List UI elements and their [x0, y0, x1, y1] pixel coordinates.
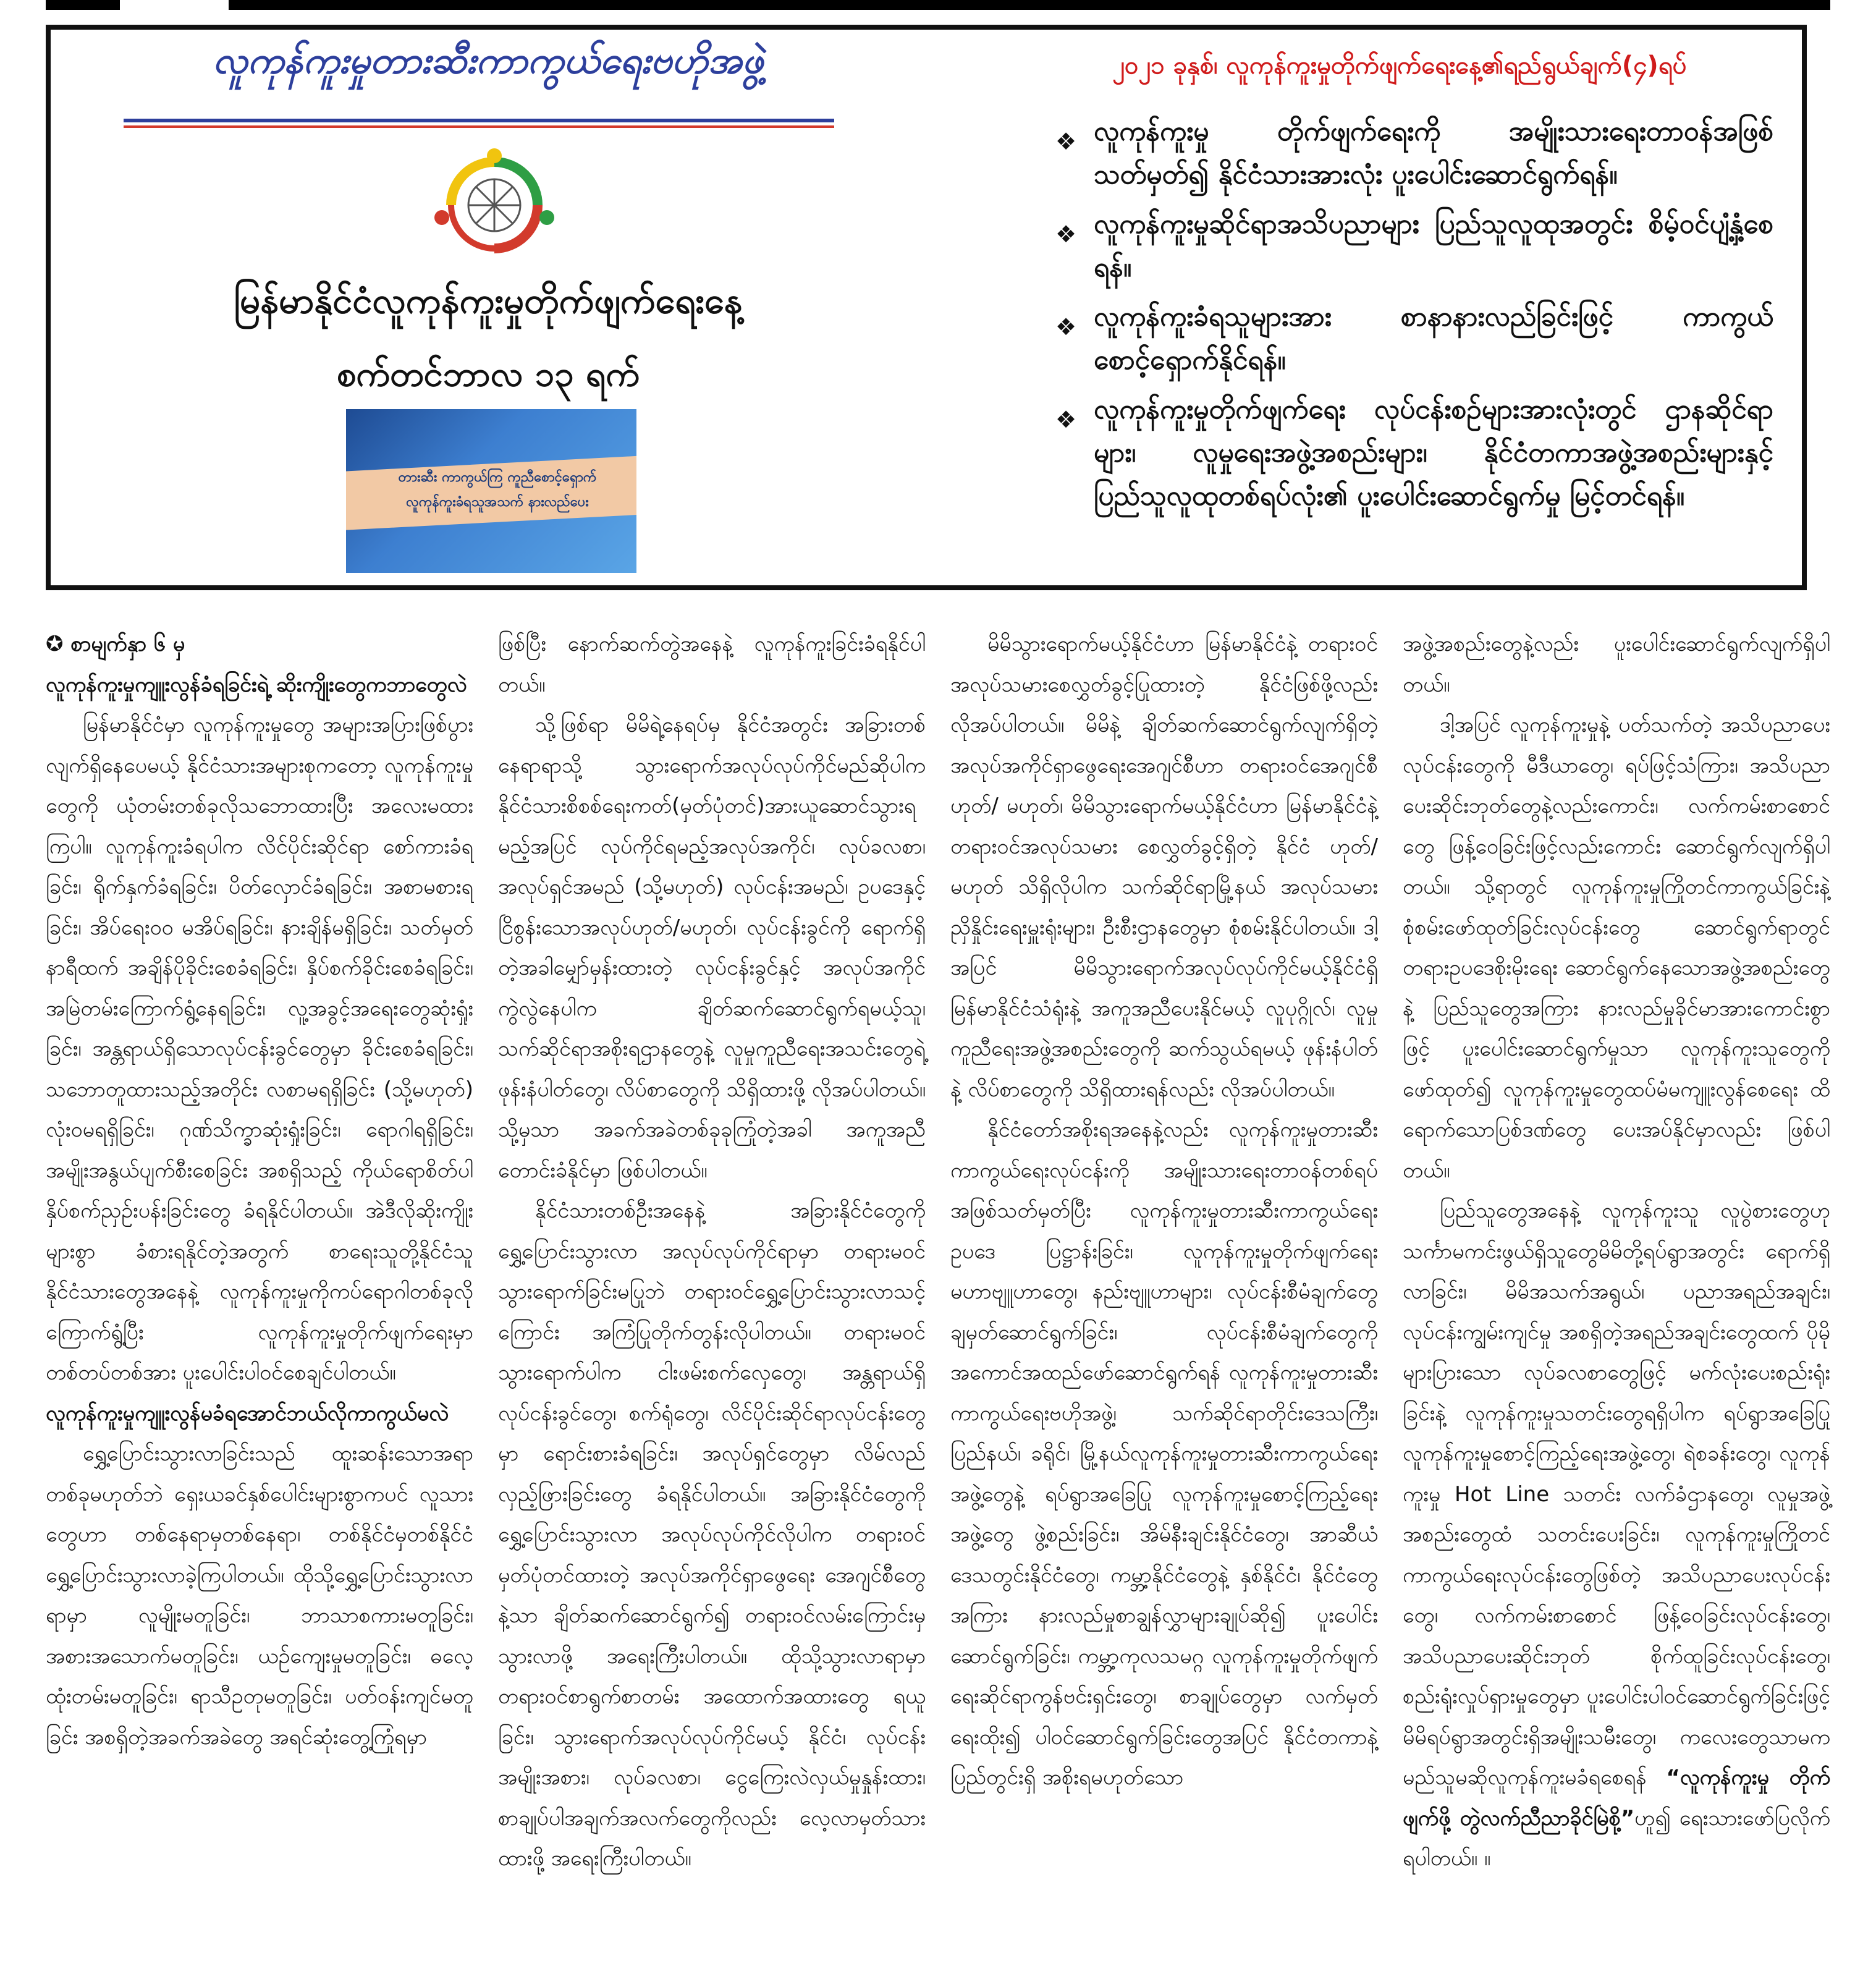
- paragraph: နိုင်ငံသားတစ်ဦးအနေနဲ့ အခြားနိုင်ငံတွေကို ရွှေ့ပြောင်းသွားလာ အလုပ်လုပ်ကိုင်ရာမှာ တရားမဝင်သွားရောက်ခြင်းမပြုဘဲ တရားဝင်ရွှေ့ပြောင်းသွားလာသင့်ကြောင်း အကြံပြုတိုက်တွန်းလိုပါတယ်။ တရားမဝင်သွားရောက်ပါက ငါးဖမ်းစက်လှေတွေ၊ အန္တရာယ်ရှိလုပ်ငန်းခွင်တွေ၊ စက်ရုံတွေ၊ လိင်ပိုင်းဆိုင်ရာလုပ်ငန်းတွေမှာ ရောင်းစားခံရခြင်း၊ အလုပ်ရှင်တွေမှာ လိမ်လည်လှည့်ဖြားခြင်းတွေ ခံရနိုင်ပါတယ်။ အခြားနိုင်ငံတွေကို ရွှေ့ပြောင်းသွားလာ အလုပ်လုပ်ကိုင်လိုပါက တရားဝင်မှတ်ပုံတင်ထားတဲ့ အလုပ်အကိုင်ရှာဖွေရေး အေဂျင်စီတွေနဲ့သာ ချိတ်ဆက်ဆောင်ရွက်၍ တရားဝင်လမ်းကြောင်းမှ သွားလာဖို့ အရေးကြီးပါတယ်။ ထိုသို့သွားလာရာမှာ တရားဝင်စာရွက်စာတမ်း အထောက်အထားတွေ ရယူခြင်း၊ သွားရောက်အလုပ်လုပ်ကိုင်မယ့် နိုင်ငံ၊ လုပ်ငန်းအမျိုးအစား၊ လုပ်ခလစာ၊ ငွေကြေးလဲလှယ်မှုနှုန်းထား၊ စာချုပ်ပါအချက်အလက်တွေကိုလည်း လေ့လာမှတ်သားထားဖို့ အရေးကြီးပါတယ်။: [498, 1198, 926, 1871]
- section-heading: လူကုန်ကူးမှုကျူးလွန်ခံရခြင်းရဲ့ ဆိုးကျိုးတွေကဘာတွေလဲ: [46, 672, 467, 697]
- objective-item: [1044, 388, 1773, 518]
- article-column-1: [46, 624, 473, 1972]
- objective-item: [1044, 203, 1773, 289]
- paragraph: [1403, 1191, 1830, 1879]
- campaign-banner: [346, 409, 636, 573]
- objective-text: လူကုန်ကူးမှုဆိုင်ရာအသိပညာများ ပြည်သူလူထုအတွင်း စိမ့်ဝင်ပျံ့နှံ့စေရန်။: [1094, 208, 1773, 283]
- paragraph: သို့ဖြစ်ရာ မိမိရဲ့နေရပ်မှ နိုင်ငံအတွင်း အခြားတစ်နေရာရာသို့ သွားရောက်အလုပ်လုပ်ကိုင်မည်ဆိုပါက နိုင်ငံသားစိစစ်ရေးကတ်(မှတ်ပုံတင်)အားယူဆောင်သွားရမည့်အပြင် လုပ်ကိုင်ရမည့်အလုပ်အကိုင်၊ လုပ်ခလစာ၊ အလုပ်ရှင်အမည် (သို့မဟုတ်) လုပ်ငန်းအမည်၊ ဥပဒေနှင့် ငြိစွန်းသောအလုပ်ဟုတ်/မဟုတ်၊ လုပ်ငန်းခွင်ကို ရောက်ရှိတဲ့အခါမျှော်မှန်းထားတဲ့ လုပ်ငန်းခွင်နှင့် အလုပ်အကိုင်ကွဲလွဲနေပါက ချိတ်ဆက်ဆောင်ရွက်ရမယ့်သူ၊ သက်ဆိုင်ရာအစိုးရဌာနတွေနဲ့ လူမှုကူညီရေးအသင်းတွေရဲ့ ဖုန်းနံပါတ်တွေ၊ လိပ်စာတွေကို သိရှိထားဖို့ လိုအပ်ပါတယ်။ သို့မှသာ အခက်အခဲတစ်ခုခုကြုံတဲ့အခါ အကူအညီတောင်းခံနိုင်မှာ ဖြစ်ပါတယ်။: [498, 713, 926, 1183]
- banner-text-1: တားဆီး ကာကွယ်ကြ ကူညီစောင့်ရှောက်: [398, 470, 597, 485]
- paragraph: ဒါ့အပြင် လူကုန်ကူးမှုနဲ့ ပတ်သက်တဲ့ အသိပညာပေးလုပ်ငန်းတွေကို မီဒီယာတွေ၊ ရပ်ဖြင့်သံကြား၊ အသိပညာပေးဆိုင်းဘုတ်တွေနဲ့လည်းကောင်း၊ လက်ကမ်းစာစောင်တွေ ဖြန့်ဝေခြင်းဖြင့်လည်းကောင်း ဆောင်ရွက်လျက်ရှိပါတယ်။ သို့ရာတွင် လူကုန်ကူးမှုကြိုတင်ကာကွယ်ခြင်းနဲ့ စုံစမ်းဖော်ထုတ်ခြင်းလုပ်ငန်းတွေ ဆောင်ရွက်ရာတွင် တရားဥပဒေစိုးမိုးရေး ဆောင်ရွက်နေသောအဖွဲ့အစည်းတွေနဲ့ ပြည်သူတွေအကြား နားလည်မှုခိုင်မာအားကောင်းစွာဖြင့် ပူးပေါင်းဆောင်ရွက်မှုသာ လူကုန်ကူးသူတွေကို ဖော်ထုတ်၍ လူကုန်ကူးမှုတွေထပ်မံမကျူးလွန်စေရေး ထိရောက်သောပြစ်ဒဏ်တွေ ပေးအပ်နိုင်မှာလည်း ဖြစ်ပါတယ်။: [1403, 713, 1830, 1183]
- paragraph: ရွှေ့ပြောင်းသွားလာခြင်းသည် ထူးဆန်းသောအရာတစ်ခုမဟုတ်ဘဲ ရှေးယခင်နှစ်ပေါင်းများစွာကပင် လူသားတွေဟာ တစ်နေရာမှတစ်နေရာ၊ တစ်နိုင်ငံမှတစ်နိုင်ငံ ရွှေ့ပြောင်းသွားလာခဲ့ကြပါတယ်။ ထိုသို့ရွှေ့ပြောင်းသွားလာရာမှာ လူမျိုးမတူခြင်း၊ ဘာသာစကားမတူခြင်း၊ အစားအသောက်မတူခြင်း၊ ယဉ်ကျေးမှုမတူခြင်း၊ ဓလေ့ထုံးတမ်းမတူခြင်း၊ ရာသီဥတုမတူခြင်း၊ ပတ်ဝန်းကျင်မတူခြင်း အစရှိတဲ့အခက်အခဲတွေ အရင်ဆုံးတွေ့ကြုံရမှာ: [46, 1441, 473, 1750]
- paragraph: မြန်မာနိုင်ငံမှာ လူကုန်ကူးမှုတွေ အများအပြားဖြစ်ပွားလျက်ရှိနေပေမယ့် နိုင်ငံသားအများစုကတော့ လူကုန်ကူးမှုတွေကို ယုံတမ်းတစ်ခုလိုသဘောထားပြီး အလေးမထားကြပါ။ လူကုန်ကူးခံရပါက လိင်ပိုင်းဆိုင်ရာ စော်ကားခံရခြင်း၊ ရိုက်နှက်ခံရခြင်း၊ ပိတ်လှောင်ခံရခြင်း၊ အစာမစားရခြင်း၊ အိပ်ရေးဝဝ မအိပ်ရခြင်း၊ နားချိန်မရှိခြင်း၊ သတ်မှတ်နာရီထက် အချိန်ပိုခိုင်းစေခံရခြင်း၊ နှိပ်စက်ခိုင်းစေခံရခြင်း၊ အမြဲတမ်းကြောက်ရွံ့နေရခြင်း၊ လူ့အခွင့်အရေးတွေဆုံးရှုံးခြင်း၊ အန္တရာယ်ရှိသောလုပ်ငန်းခွင်တွေမှာ ခိုင်းစေခံရခြင်း၊ သဘောတူထားသည့်အတိုင်း လစာမရရှိခြင်း (သို့မဟုတ်) လုံးဝမရရှိခြင်း၊ ဂုဏ်သိက္ခာဆုံးရှုံးခြင်း၊ ရောဂါရရှိခြင်း၊ အမျိုးအနွယ်ပျက်စီးစေခြင်း အစရှိသည့် ကိုယ်ရောစိတ်ပါ နှိပ်စက်ညှဉ်းပန်းခြင်းတွေ ခံရနိုင်ပါတယ်။ အဲဒီလိုဆိုးကျိုးများစွာ ခံစားရနိုင်တဲ့အတွက် စာရေးသူတို့နိုင်ငံသူ နိုင်ငံသားတွေအနေနဲ့ လူကုန်ကူးမှုကိုကပ်ရောဂါတစ်ခုလို ကြောက်ရွံ့ပြီး လူကုန်ကူးမှုတိုက်ဖျက်ရေးမှာ တစ်တပ်တစ်အား ပူးပေါင်းပါဝင်စေချင်ပါတယ်။: [46, 713, 473, 1385]
- org-title: လူကုန်ကူးမှုတားဆီးကာကွယ်ရေးဗဟိုအဖွဲ့: [213, 39, 764, 82]
- paragraph-text: ပြည်သူတွေအနေနဲ့ လူကုန်ကူးသူ လူပွဲစားတွေဟု သင်္ကာမကင်းဖွယ်ရှိသူတွေမိမိတို့ရပ်ရွာအတွင်း ရောက်ရှိလာခြင်း၊ မိမိအသက်အရွယ်၊ ပညာအရည်အချင်း၊ လုပ်ငန်းကျွမ်းကျင်မှု အစရှိတဲ့အရည်အချင်းတွေထက် ပိုမိုများပြားသော လုပ်ခလစာတွေဖြင့် မက်လုံးပေးစည်းရုံးခြင်းနဲ့ လူကုန်ကူးမှုသတင်းတွေရရှိပါက ရပ်ရွာအခြေပြု လူကုန်ကူးမှုစောင့်ကြည့်ရေးအဖွဲ့တွေ၊ ရဲစခန်းတွေ၊ လူကုန်ကူးမှု Hot Line သတင်း လက်ခံဌာနတွေ၊ လူမှုအဖွဲ့အစည်းတွေထံ သတင်းပေးခြင်း၊ လူကုန်ကူးမှုကြိုတင်ကာကွယ်ရေးလုပ်ငန်းတွေဖြစ်တဲ့ အသိပညာပေးလုပ်ငန်းတွေ၊ လက်ကမ်းစာစောင် ဖြန့်ဝေခြင်းလုပ်ငန်းတွေ၊ အသိပညာပေးဆိုင်းဘုတ် စိုက်ထူခြင်းလုပ်ငန်းတွေ၊ စည်းရုံးလှုပ်ရှားမှုတွေမှာ ပူးပေါင်းပါဝင်ဆောင်ရွက်ခြင်းဖြင့် မိမိရပ်ရွာအတွင်းရှိအမျိုးသမီးတွေ၊ ကလေးတွေသာမက မည်သူမဆိုလူကုန်ကူးမခံရစေရန်: [1403, 1198, 1830, 1790]
- slogan-quote: “လူကုန်ကူးမှု တိုက်ဖျက်ဖို့ တွဲလက်ညီညာခိုင်မြဲစို့”: [1403, 1765, 1831, 1831]
- objectives-heading: ၂၀၂၁ ခုနှစ်၊ လူကုန်ကူးမှုတိုက်ဖျက်ရေးနေ့၏ရည်ရွယ်ချက်(၄)ရပ်: [1112, 51, 1687, 80]
- article-column-4: [1403, 624, 1830, 1972]
- article-column-2: [498, 624, 926, 1972]
- diamond-bullet-icon: ❖: [1055, 406, 1077, 433]
- title-underline-red: [124, 125, 834, 128]
- paragraph: အဖွဲ့အစည်းတွေနဲ့လည်း ပူးပေါင်းဆောင်ရွက်လျက်ရှိပါတယ်။: [1403, 632, 1830, 697]
- continuation-note: ✪ စာမျက်နှာ ၆ မှ: [46, 632, 185, 656]
- diamond-bullet-icon: ❖: [1055, 128, 1077, 155]
- objective-text: လူကုန်ကူးခံရသူများအား စာနာနားလည်ခြင်းဖြင့် ကာကွယ်စောင့်ရှောက်နိုင်ရန်။: [1094, 301, 1773, 376]
- day-title: မြန်မာနိုင်ငံလူကုန်ကူးမှုတိုက်ဖျက်ရေးနေ့: [234, 279, 743, 321]
- campaign-period: စက်တင်ဘာလ ၁၃ ရက်: [336, 354, 640, 394]
- committee-logo-icon: [426, 143, 562, 267]
- banner-text-2: လူကုန်ကူးခံရသူအသက် နားလည်ပေး: [406, 494, 589, 510]
- top-rule-left: [46, 0, 120, 10]
- article-body: [46, 624, 1830, 1972]
- paragraph: နိုင်ငံတော်အစိုးရအနေနဲ့လည်း လူကုန်ကူးမှုတားဆီးကာကွယ်ရေးလုပ်ငန်းကို အမျိုးသားရေးတာဝန်တစ်ရပ်အဖြစ်သတ်မှတ်ပြီး လူကုန်ကူးမှုတားဆီးကာကွယ်ရေးဥပဒေ ပြဋ္ဌာန်းခြင်း၊ လူကုန်ကူးမှုတိုက်ဖျက်ရေးမဟာဗျူဟာတွေ၊ နည်းဗျူဟာများ၊ လုပ်ငန်းစီမံချက်တွေချမှတ်ဆောင်ရွက်ခြင်း၊ လုပ်ငန်းစီမံချက်တွေကို အကောင်အထည်ဖော်ဆောင်ရွက်ရန် လူကုန်ကူးမှုတားဆီးကာကွယ်ရေးဗဟိုအဖွဲ့၊ သက်ဆိုင်ရာတိုင်းဒေသကြီး၊ ပြည်နယ်၊ ခရိုင်၊ မြို့နယ်လူကုန်ကူးမှုတားဆီးကာကွယ်ရေးအဖွဲ့တွေနဲ့ ရပ်ရွာအခြေပြု လူကုန်ကူးမှုစောင့်ကြည့်ရေးအဖွဲ့တွေ ဖွဲ့စည်းခြင်း၊ အိမ်နီးချင်းနိုင်ငံတွေ၊ အာဆီယံဒေသတွင်းနိုင်ငံတွေ၊ ကမ္ဘာ့နိုင်ငံတွေနဲ့ နှစ်နိုင်ငံ၊ နိုင်ငံတွေအကြား နားလည်မှုစာချွန်လွှာများချုပ်ဆို၍ ပူးပေါင်းဆောင်ရွက်ခြင်း၊ ကမ္ဘာ့ကုလသမဂ္ဂ လူကုန်ကူးမှုတိုက်ဖျက်ရေးဆိုင်ရာကွန်ဗင်းရှင်းတွေ၊ စာချုပ်တွေမှာ လက်မှတ်ရေးထိုး၍ ပါဝင်ဆောင်ရွက်ခြင်းတွေအပြင် နိုင်ငံတကာနဲ့ ပြည်တွင်းရှိ အစိုးရမဟုတ်သော: [950, 1117, 1378, 1790]
- paragraph: ဖြစ်ပြီး နောက်ဆက်တွဲအနေနဲ့ လူကုန်ကူးခြင်းခံရနိုင်ပါတယ်။: [498, 632, 926, 697]
- objective-text: လူကုန်ကူးမှု တိုက်ဖျက်ရေးကို အမျိုးသားရေးတာဝန်အဖြစ် သတ်မှတ်၍ နိုင်ငံသားအားလုံး ပူးပေါင်းဆောင်ရွက်ရန်။: [1094, 116, 1773, 190]
- objective-item: [1044, 110, 1773, 197]
- diamond-bullet-icon: ❖: [1055, 221, 1077, 248]
- article-column-3: [950, 624, 1378, 1972]
- paragraph-end: ဟူ၍ ရေးသားဖော်ပြလိုက်ရပါတယ်။ ။: [1403, 1805, 1830, 1871]
- diamond-bullet-icon: ❖: [1055, 313, 1077, 341]
- objective-text: လူကုန်ကူးမှုတိုက်ဖျက်ရေး လုပ်ငန်းစဉ်များအားလုံးတွင် ဌာနဆိုင်ရာများ၊ လူမှုရေးအဖွဲ့အစည်းများ၊ နိုင်ငံတကာအဖွဲ့အစည်းများနှင့် ပြည်သူလူထုတစ်ရပ်လုံး၏ ပူးပေါင်းဆောင်ရွက်မှု မြင့်တင်ရန်။: [1094, 394, 1773, 512]
- objective-item: [1044, 295, 1773, 382]
- title-underline: [124, 119, 834, 122]
- paragraph: မိမိသွားရောက်မယ့်နိုင်ငံဟာ မြန်မာနိုင်ငံနဲ့ တရားဝင် အလုပ်သမားစေလွှတ်ခွင့်ပြုထားတဲ့ နိုင်ငံဖြစ်ဖို့လည်း လိုအပ်ပါတယ်။ မိမိနဲ့ ချိတ်ဆက်ဆောင်ရွက်လျက်ရှိတဲ့ အလုပ်အကိုင်ရှာဖွေရေးအေဂျင်စီဟာ တရားဝင်အေဂျင်စီ ဟုတ်/ မဟုတ်၊ မိမိသွားရောက်မယ့်နိုင်ငံဟာ မြန်မာနိုင်ငံနဲ့ တရားဝင်အလုပ်သမား စေလွှတ်ခွင့်ရှိတဲ့ နိုင်ငံ ဟုတ်/မဟုတ် သိရှိလိုပါက သက်ဆိုင်ရာမြို့နယ် အလုပ်သမားညှိနှိုင်းရေးမှူးရုံးများ၊ ဦးစီးဌာနတွေမှာ စုံစမ်းနိုင်ပါတယ်။ ဒါ့အပြင် မိမိသွားရောက်အလုပ်လုပ်ကိုင်မယ့်နိုင်ငံရှိ မြန်မာနိုင်ငံသံရုံးနဲ့ အကူအညီပေးနိုင်မယ့် လူပုဂ္ဂိုလ်၊ လူမှုကူညီရေးအဖွဲ့အစည်းတွေကို ဆက်သွယ်ရမယ့် ဖုန်းနံပါတ်နဲ့ လိပ်စာတွေကို သိရှိထားရန်လည်း လိုအပ်ပါတယ်။: [950, 632, 1378, 1102]
- objectives-list: [1044, 110, 1773, 524]
- section-heading: လူကုန်ကူးမှုကျူးလွန်မခံရအောင်ဘယ်လိုကာကွယ်မလဲ: [46, 1400, 449, 1426]
- top-rule-right: [229, 0, 1830, 10]
